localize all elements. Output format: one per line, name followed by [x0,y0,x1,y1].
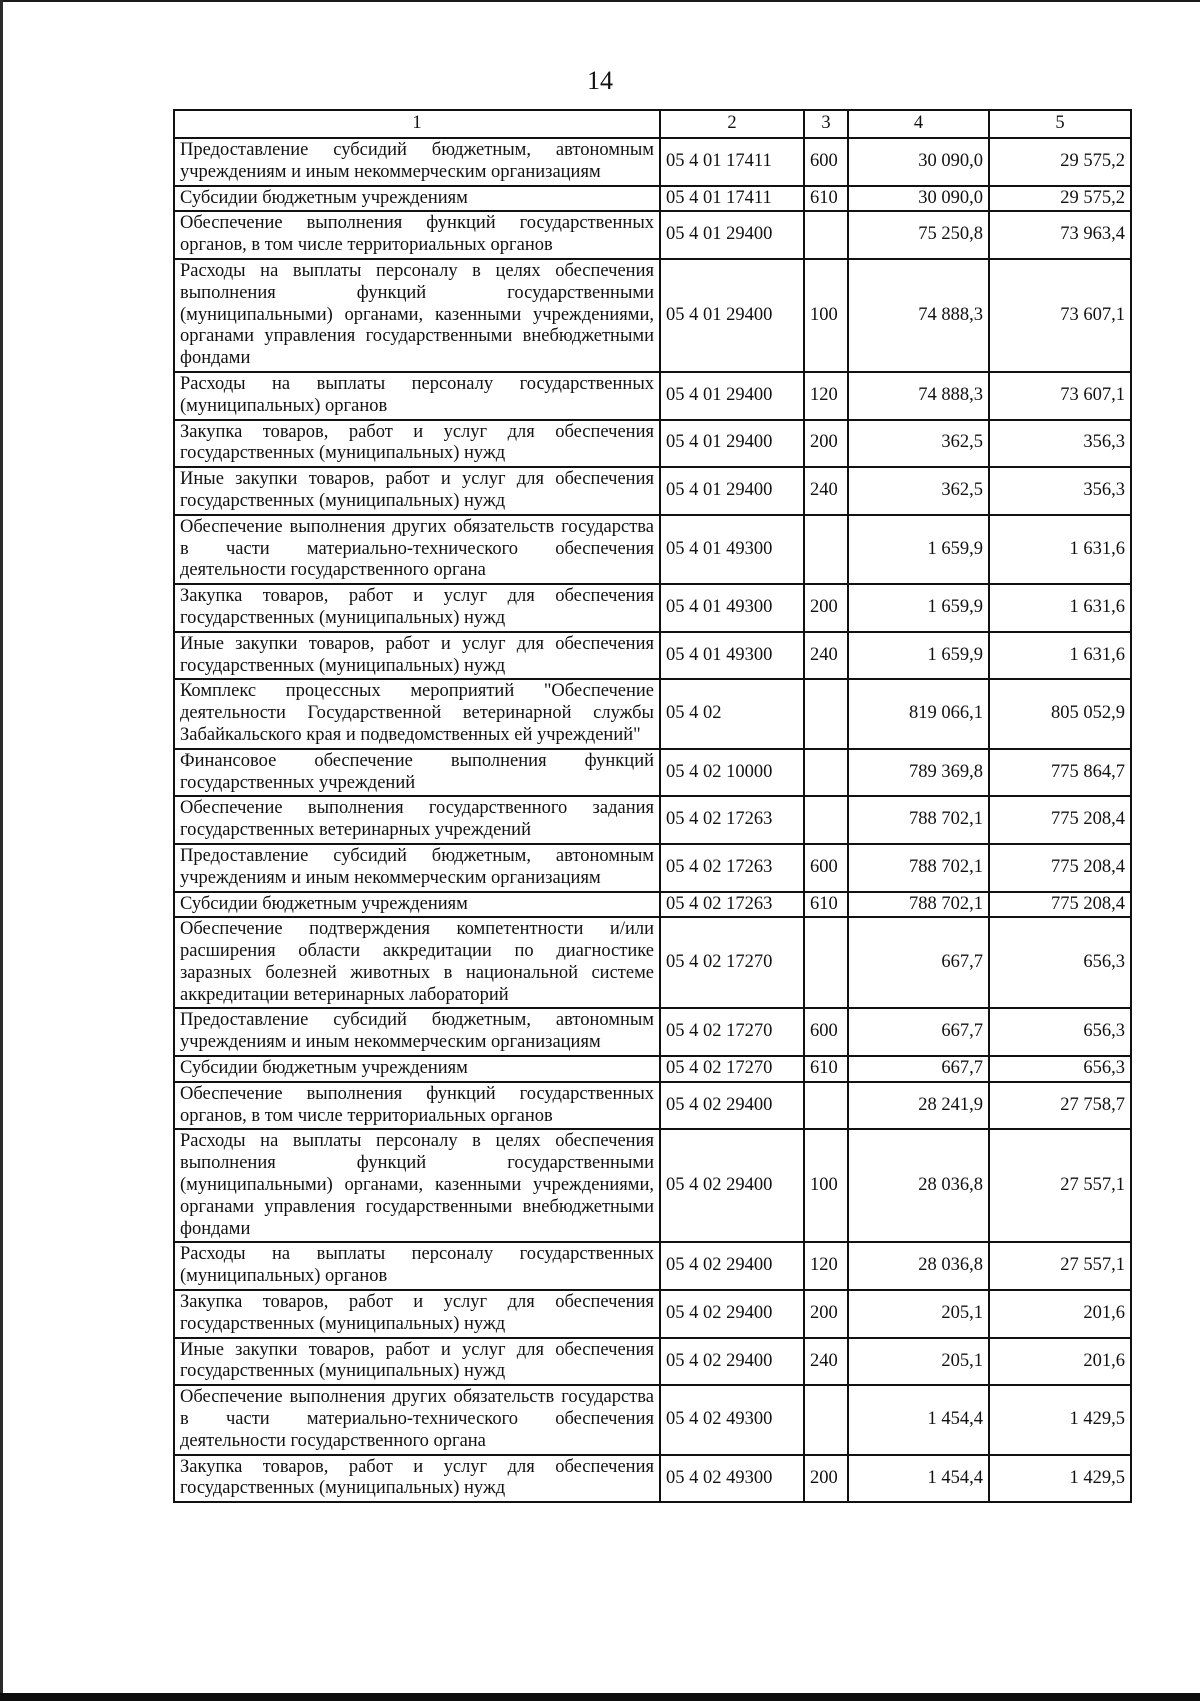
row-value-col5-cell: 29 575,2 [989,138,1131,186]
row-value-col4-cell: 788 702,1 [848,892,989,918]
row-value-col5-cell: 1 631,6 [989,632,1131,680]
row-value-col4-cell: 30 090,0 [848,138,989,186]
row-name-cell: Расходы на выплаты персоналу в целях обеспечения выполнения функций государственными (муниципальными) органами, казенными учреждениями, органами управления государственными внебюджетными фондами [174,1129,660,1242]
row-value-col4-cell: 788 702,1 [848,844,989,892]
row-value-col4-cell: 819 066,1 [848,679,989,748]
row-code-cell: 05 4 02 17263 [660,892,804,918]
row-name-cell: Закупка товаров, работ и услуг для обеспечения государственных (муниципальных) нужд [174,1290,660,1338]
row-value-col5-cell: 775 208,4 [989,844,1131,892]
row-code-cell: 05 4 01 29400 [660,211,804,259]
row-code-cell: 05 4 02 29400 [660,1129,804,1242]
table-row [174,515,1131,584]
row-type-cell: 600 [804,138,848,186]
row-type-cell: 240 [804,1338,848,1386]
table-row [174,892,1131,918]
column-header-1: 1 [174,110,660,138]
row-value-col5-cell: 73 607,1 [989,259,1131,372]
table-row [174,1129,1131,1242]
row-name-cell: Предоставление субсидий бюджетным, автономным учреждениям и иным некоммерческим организациям [174,138,660,186]
row-code-cell: 05 4 01 29400 [660,259,804,372]
row-value-col5-cell: 356,3 [989,420,1131,468]
table-row [174,1455,1131,1503]
column-header-5: 5 [989,110,1131,138]
row-name-cell: Расходы на выплаты персоналу государственных (муниципальных) органов [174,372,660,420]
row-type-cell: 600 [804,1008,848,1056]
row-name-cell: Расходы на выплаты персоналу в целях обеспечения выполнения функций государственными (муниципальными) органами, казенными учреждениями, органами управления государственными внебюджетными фондами [174,259,660,372]
row-value-col5-cell: 201,6 [989,1290,1131,1338]
row-value-col5-cell: 775 864,7 [989,749,1131,797]
scan-edge-left [0,0,3,1701]
table-row [174,420,1131,468]
row-type-cell: 610 [804,1056,848,1082]
row-code-cell: 05 4 02 10000 [660,749,804,797]
row-value-col5-cell: 775 208,4 [989,796,1131,844]
table-row [174,372,1131,420]
row-type-cell: 100 [804,259,848,372]
row-value-col5-cell: 29 575,2 [989,186,1131,212]
table-row [174,1338,1131,1386]
row-name-cell: Иные закупки товаров, работ и услуг для обеспечения государственных (муниципальных) нужд [174,632,660,680]
row-code-cell: 05 4 01 49300 [660,632,804,680]
row-type-cell: 610 [804,892,848,918]
table-row [174,844,1131,892]
column-header-2: 2 [660,110,804,138]
table-row [174,632,1131,680]
row-value-col5-cell: 1 631,6 [989,584,1131,632]
table-row [174,467,1131,515]
row-name-cell: Обеспечение подтверждения компетентности и/или расширения области аккредитации по диагностике заразных болезней животных в национальной системе аккредитации ветеринарных лабораторий [174,917,660,1008]
row-value-col5-cell: 201,6 [989,1338,1131,1386]
row-value-col4-cell: 75 250,8 [848,211,989,259]
row-value-col4-cell: 667,7 [848,1008,989,1056]
row-code-cell: 05 4 01 17411 [660,186,804,212]
row-name-cell: Комплекс процессных мероприятий "Обеспечение деятельности Государственной ветеринарной службы Забайкальского края и подведомственных ей учреждений" [174,679,660,748]
table-row [174,1008,1131,1056]
row-value-col4-cell: 205,1 [848,1290,989,1338]
row-value-col5-cell: 1 631,6 [989,515,1131,584]
header-row [174,110,1131,138]
row-code-cell: 05 4 02 29400 [660,1290,804,1338]
row-type-cell: 240 [804,632,848,680]
column-header-3: 3 [804,110,848,138]
row-value-col4-cell: 1 454,4 [848,1385,989,1454]
row-value-col4-cell: 1 454,4 [848,1455,989,1503]
row-value-col5-cell: 73 607,1 [989,372,1131,420]
row-code-cell: 05 4 02 17270 [660,1008,804,1056]
row-value-col4-cell: 788 702,1 [848,796,989,844]
row-type-cell: 610 [804,186,848,212]
row-code-cell: 05 4 02 29400 [660,1242,804,1290]
row-value-col4-cell: 667,7 [848,1056,989,1082]
row-type-cell [804,1082,848,1130]
row-name-cell: Обеспечение выполнения других обязательств государства в части материально-технического обеспечения деятельности государственного органа [174,515,660,584]
row-code-cell: 05 4 02 49300 [660,1385,804,1454]
row-code-cell: 05 4 01 49300 [660,584,804,632]
row-type-cell [804,749,848,797]
row-value-col5-cell: 1 429,5 [989,1385,1131,1454]
row-type-cell: 100 [804,1129,848,1242]
row-type-cell: 200 [804,1290,848,1338]
table-row [174,749,1131,797]
row-type-cell [804,679,848,748]
table-row [174,1290,1131,1338]
scan-edge-top [0,0,1200,2]
row-value-col4-cell: 1 659,9 [848,632,989,680]
row-code-cell: 05 4 02 [660,679,804,748]
row-type-cell: 120 [804,372,848,420]
scan-edge-bottom [0,1693,1200,1701]
table-body [174,138,1131,1502]
row-value-col4-cell: 28 036,8 [848,1129,989,1242]
row-name-cell: Расходы на выплаты персоналу государственных (муниципальных) органов [174,1242,660,1290]
table-row [174,211,1131,259]
row-value-col5-cell: 775 208,4 [989,892,1131,918]
page-number: 14 [587,66,613,95]
row-type-cell: 200 [804,1455,848,1503]
row-type-cell [804,917,848,1008]
row-type-cell [804,796,848,844]
row-code-cell: 05 4 01 49300 [660,515,804,584]
row-value-col4-cell: 74 888,3 [848,372,989,420]
row-type-cell: 200 [804,584,848,632]
row-name-cell: Закупка товаров, работ и услуг для обеспечения государственных (муниципальных) нужд [174,584,660,632]
row-value-col5-cell: 27 758,7 [989,1082,1131,1130]
row-code-cell: 05 4 02 49300 [660,1455,804,1503]
row-value-col4-cell: 30 090,0 [848,186,989,212]
row-value-col5-cell: 27 557,1 [989,1242,1131,1290]
budget-table [173,109,1132,1503]
row-value-col4-cell: 28 036,8 [848,1242,989,1290]
row-value-col5-cell: 656,3 [989,1056,1131,1082]
row-code-cell: 05 4 01 29400 [660,467,804,515]
row-value-col5-cell: 1 429,5 [989,1455,1131,1503]
table-row [174,1385,1131,1454]
row-value-col5-cell: 805 052,9 [989,679,1131,748]
table-row [174,1082,1131,1130]
row-value-col5-cell: 656,3 [989,917,1131,1008]
row-value-col4-cell: 74 888,3 [848,259,989,372]
row-code-cell: 05 4 01 17411 [660,138,804,186]
row-name-cell: Закупка товаров, работ и услуг для обеспечения государственных (муниципальных) нужд [174,420,660,468]
row-value-col4-cell: 1 659,9 [848,584,989,632]
row-name-cell: Обеспечение выполнения функций государственных органов, в том числе территориальных органов [174,1082,660,1130]
row-name-cell: Субсидии бюджетным учреждениям [174,892,660,918]
row-value-col5-cell: 73 963,4 [989,211,1131,259]
row-code-cell: 05 4 02 17270 [660,1056,804,1082]
table-row [174,138,1131,186]
row-value-col4-cell: 205,1 [848,1338,989,1386]
column-header-4: 4 [848,110,989,138]
row-type-cell [804,1385,848,1454]
row-value-col4-cell: 789 369,8 [848,749,989,797]
row-code-cell: 05 4 02 17263 [660,796,804,844]
row-code-cell: 05 4 02 17263 [660,844,804,892]
row-code-cell: 05 4 01 29400 [660,372,804,420]
row-code-cell: 05 4 02 29400 [660,1338,804,1386]
table-row [174,917,1131,1008]
row-name-cell: Предоставление субсидий бюджетным, автономным учреждениям и иным некоммерческим организациям [174,844,660,892]
table-row [174,796,1131,844]
row-type-cell: 600 [804,844,848,892]
row-type-cell: 200 [804,420,848,468]
row-name-cell: Субсидии бюджетным учреждениям [174,186,660,212]
row-name-cell: Обеспечение выполнения других обязательств государства в части материально-технического обеспечения деятельности государственного органа [174,1385,660,1454]
table-row [174,259,1131,372]
row-code-cell: 05 4 01 29400 [660,420,804,468]
row-type-cell [804,515,848,584]
table-row [174,584,1131,632]
row-name-cell: Предоставление субсидий бюджетным, автономным учреждениям и иным некоммерческим организациям [174,1008,660,1056]
table-row [174,186,1131,212]
table-row [174,1056,1131,1082]
row-name-cell: Иные закупки товаров, работ и услуг для обеспечения государственных (муниципальных) нужд [174,467,660,515]
row-value-col5-cell: 27 557,1 [989,1129,1131,1242]
row-value-col4-cell: 28 241,9 [848,1082,989,1130]
row-code-cell: 05 4 02 17270 [660,917,804,1008]
row-value-col4-cell: 1 659,9 [848,515,989,584]
row-name-cell: Обеспечение выполнения функций государственных органов, в том числе территориальных органов [174,211,660,259]
row-name-cell: Финансовое обеспечение выполнения функций государственных учреждений [174,749,660,797]
row-name-cell: Иные закупки товаров, работ и услуг для обеспечения государственных (муниципальных) нужд [174,1338,660,1386]
row-value-col5-cell: 356,3 [989,467,1131,515]
row-name-cell: Закупка товаров, работ и услуг для обеспечения государственных (муниципальных) нужд [174,1455,660,1503]
row-code-cell: 05 4 02 29400 [660,1082,804,1130]
row-value-col5-cell: 656,3 [989,1008,1131,1056]
table-row [174,679,1131,748]
table-header [174,110,1131,138]
row-type-cell [804,211,848,259]
row-type-cell: 120 [804,1242,848,1290]
row-value-col4-cell: 667,7 [848,917,989,1008]
row-value-col4-cell: 362,5 [848,467,989,515]
row-value-col4-cell: 362,5 [848,420,989,468]
row-type-cell: 240 [804,467,848,515]
table-row [174,1242,1131,1290]
row-name-cell: Обеспечение выполнения государственного задания государственных ветеринарных учреждений [174,796,660,844]
row-name-cell: Субсидии бюджетным учреждениям [174,1056,660,1082]
